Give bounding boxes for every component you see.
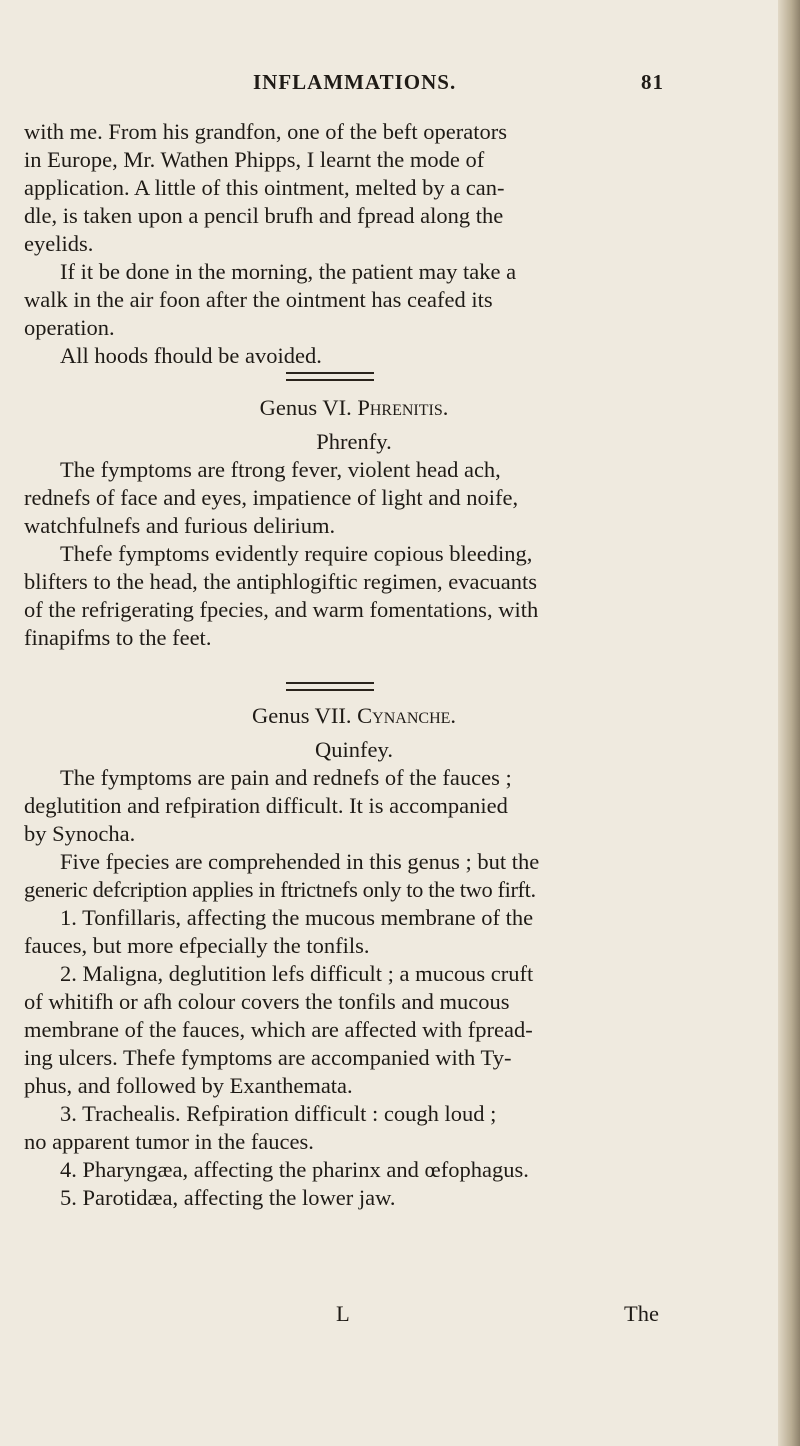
text-line: with me. From his grandfon, one of the beft operators xyxy=(24,119,508,144)
species-line: 5. Parotidæa, affecting the lower jaw. xyxy=(60,1185,396,1210)
section-top xyxy=(24,118,684,370)
text-line: If it be done in the morning, the patient may take a xyxy=(60,259,517,284)
page-edge xyxy=(778,0,800,1446)
species-line: fauces, but more efpecially the tonfils. xyxy=(24,933,370,958)
species-line: 1. Tonfillaris, affecting the mucous membrane of the xyxy=(60,905,534,930)
text-line: All hoods fhould be avoided. xyxy=(60,343,322,368)
genus-7 xyxy=(24,702,684,1212)
signature-mark: L xyxy=(336,1301,350,1326)
text-line: walk in the air foon after the ointment has ceafed its xyxy=(24,287,493,312)
genus-name: Cynanche. xyxy=(357,703,457,728)
genus-common-name: Quinfey. xyxy=(315,737,393,762)
text-line: Thefe fymptoms evidently require copious bleeding, xyxy=(60,541,533,566)
species-line: 4. Pharyngæa, affecting the pharinx and œfophagus. xyxy=(60,1157,529,1182)
text-line: application. A little of this ointment, melted by a can- xyxy=(24,175,505,200)
text-line: finapifms to the feet. xyxy=(24,625,212,650)
running-title: INFLAMMATIONS. xyxy=(253,70,457,94)
page-number: 81 xyxy=(641,70,664,94)
text-line: watchfulnefs and furious delirium. xyxy=(24,513,336,538)
text-line: Five fpecies are comprehended in this genus ; but the xyxy=(60,849,540,874)
text-line: generic defcription applies in ftrictnefs only to the two firft. xyxy=(24,877,536,902)
catchword: The xyxy=(624,1301,659,1326)
species-line: no apparent tumor in the fauces. xyxy=(24,1129,314,1154)
genus-common-name: Phrenfy. xyxy=(316,429,392,454)
species-line: of whitifh or afh colour covers the tonfils and mucous xyxy=(24,989,510,1014)
species-line: 2. Maligna, deglutition lefs difficult ; a mucous cruft xyxy=(60,961,534,986)
genus-heading xyxy=(24,702,684,730)
section-rule xyxy=(286,372,374,381)
text-line: eyelids. xyxy=(24,231,94,256)
text-line: blifters to the head, the antiphlogiftic regimen, evacuants xyxy=(24,569,537,594)
text-line: deglutition and refpiration difficult. It is accompanied xyxy=(24,793,508,818)
text-line: in Europe, Mr. Wathen Phipps, I learnt the mode of xyxy=(24,147,485,172)
species-line: ing ulcers. Thefe fymptoms are accompanied with Ty- xyxy=(24,1045,512,1070)
genus-number: Genus VI. xyxy=(259,395,352,420)
text-line: by Synocha. xyxy=(24,821,136,846)
genus-6 xyxy=(24,394,684,652)
text-line: operation. xyxy=(24,315,115,340)
text-line: The fymptoms are pain and rednefs of the fauces ; xyxy=(60,765,512,790)
genus-number: Genus VII. xyxy=(251,703,352,728)
text-line: of the refrigerating fpecies, and warm fomentations, with xyxy=(24,597,539,622)
section-rule xyxy=(286,682,374,691)
species-line: phus, and followed by Exanthemata. xyxy=(24,1073,353,1098)
text-line: The fymptoms are ftrong fever, violent head ach, xyxy=(60,457,501,482)
species-line: 3. Trachealis. Refpiration difficult : cough loud ; xyxy=(60,1101,497,1126)
text-line: rednefs of face and eyes, impatience of light and noife, xyxy=(24,485,519,510)
text-line: dle, is taken upon a pencil brufh and fpread along the xyxy=(24,203,504,228)
genus-name: Phrenitis. xyxy=(357,395,449,420)
genus-heading xyxy=(24,394,684,422)
species-line: membrane of the fauces, which are affected with fpread- xyxy=(24,1017,533,1042)
